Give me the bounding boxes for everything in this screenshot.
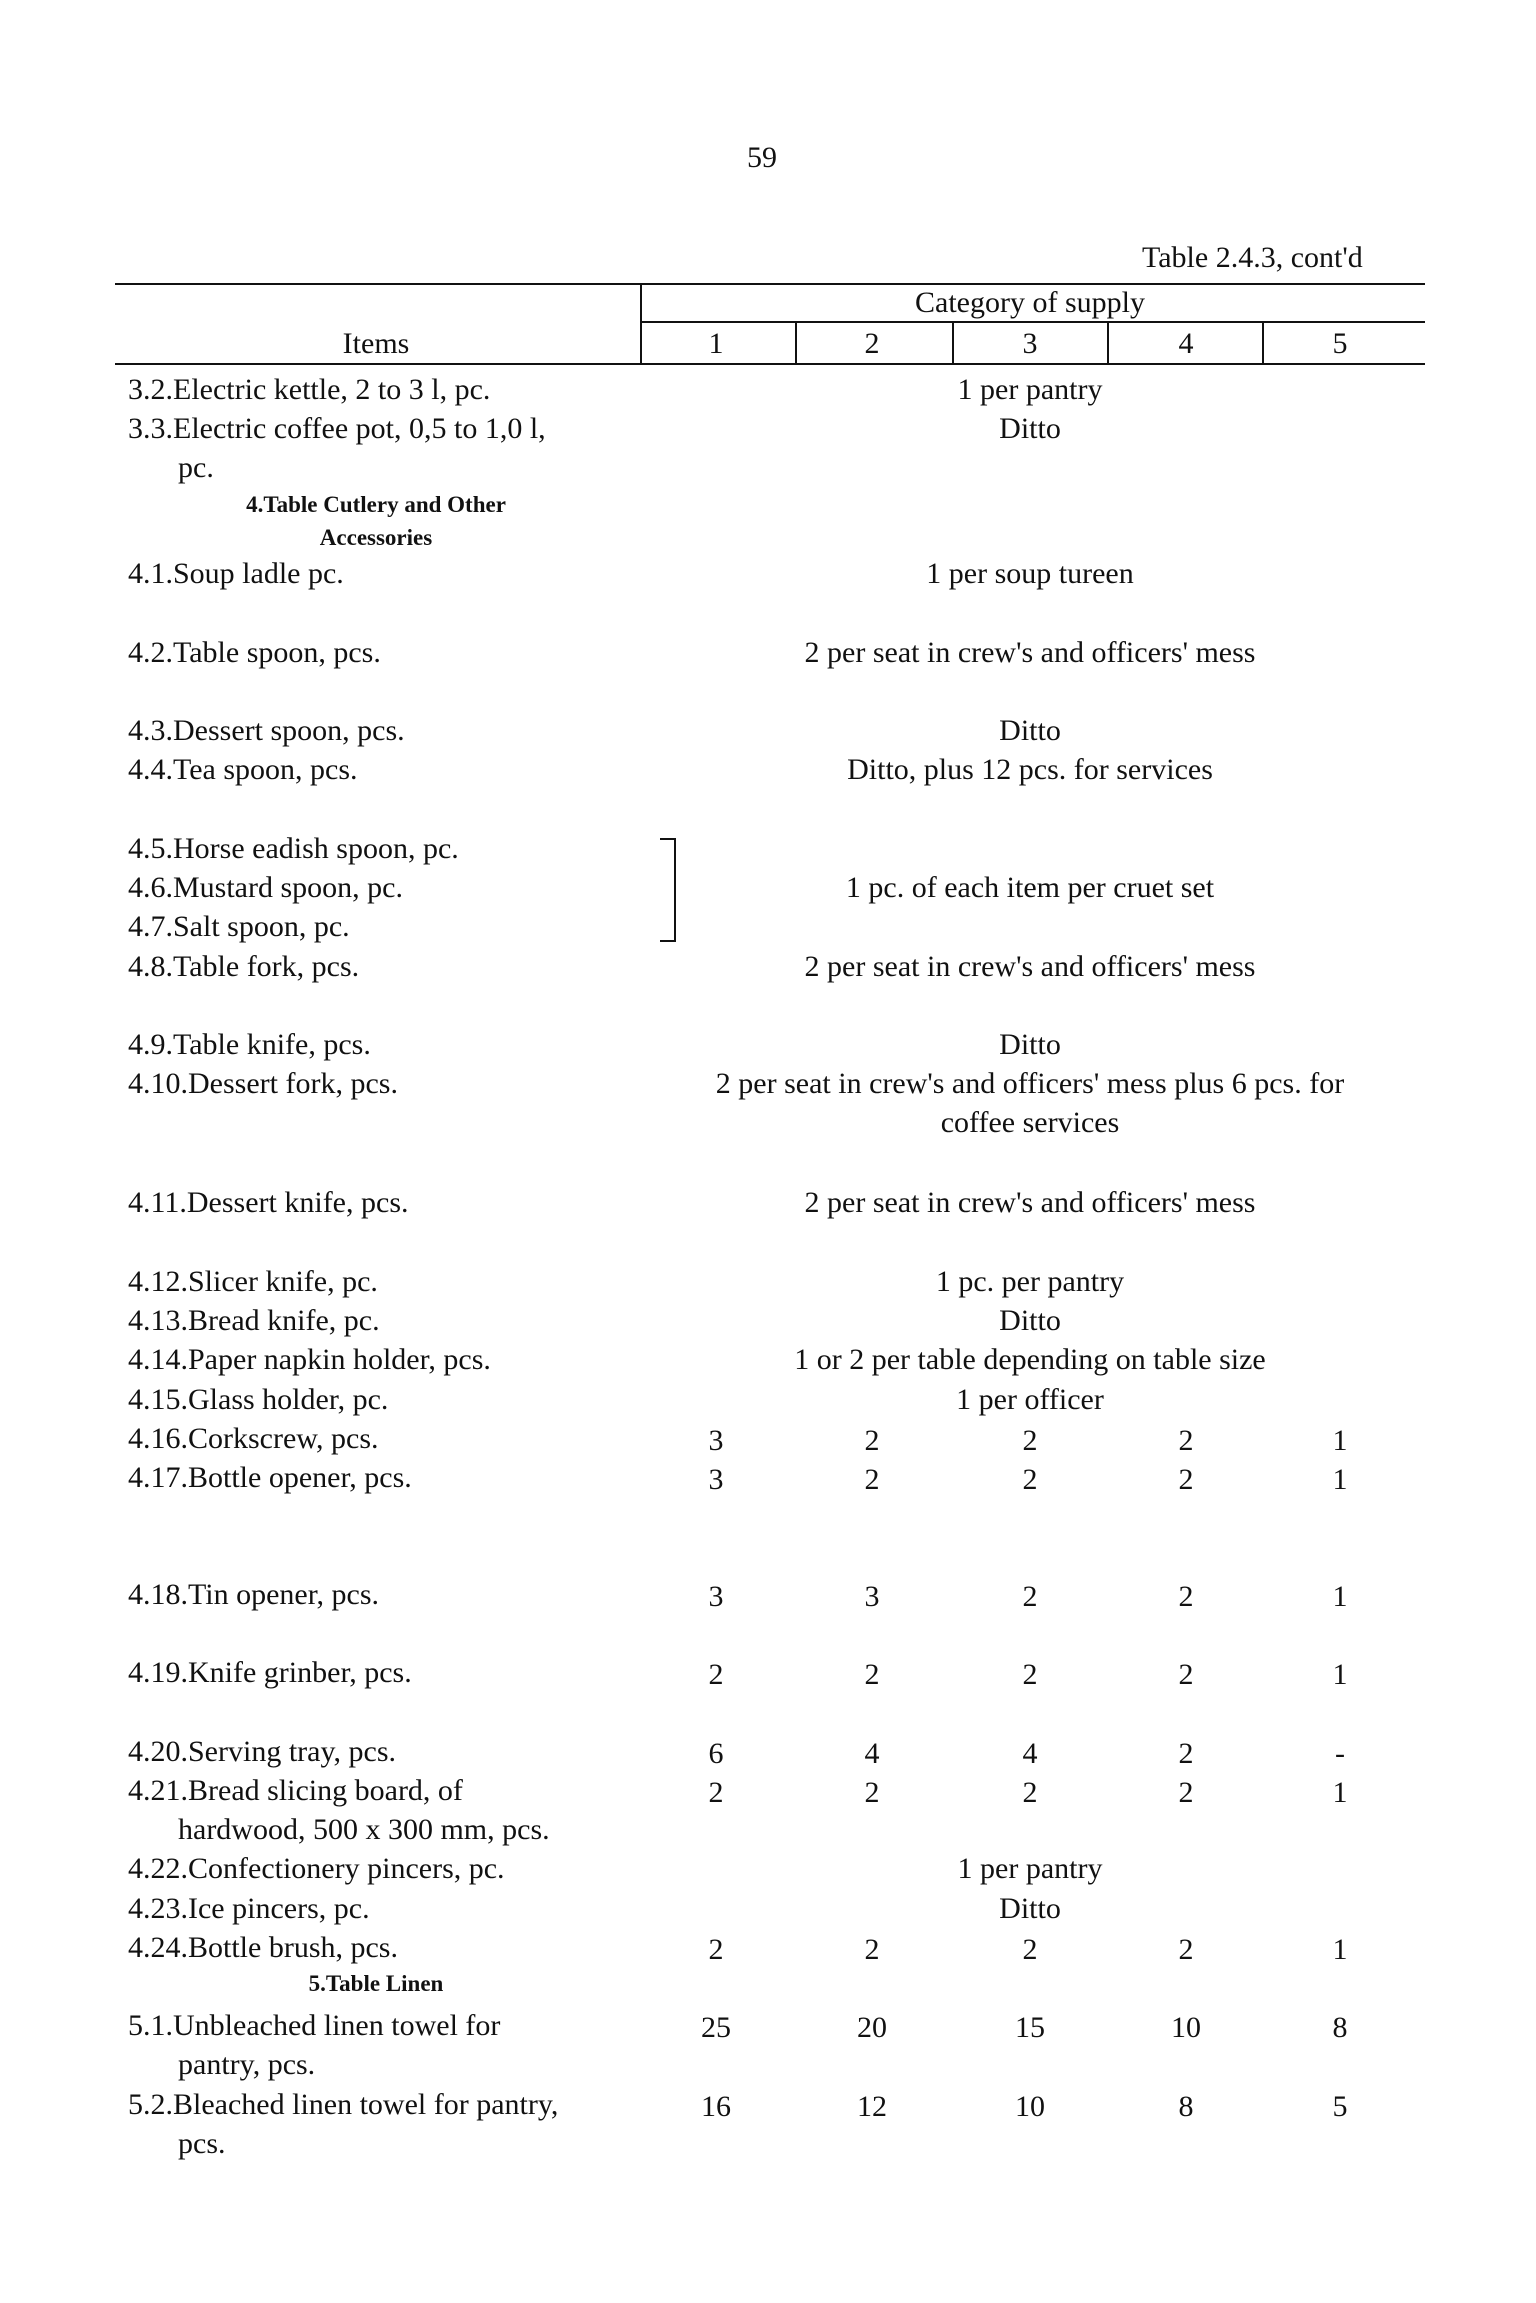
item-name: 4.18.Tin opener, pcs. (128, 1578, 380, 1611)
item-name: 4.1.Soup ladle pc. (128, 557, 344, 590)
column-divider (1262, 321, 1264, 363)
section-heading: 5.Table Linen (308, 1971, 444, 1996)
item-name: 4.12.Slicer knife, pc. (128, 1265, 378, 1298)
spanning-value-continued: coffee services (940, 1106, 1120, 1139)
category-value-cell: 10 (1015, 2090, 1045, 2123)
items-column-header: Items (342, 327, 410, 360)
page-number: 59 (747, 141, 777, 174)
category-value-cell: 2 (1022, 1776, 1038, 1809)
category-value-cell: 1 (1332, 1776, 1348, 1809)
column-divider (1107, 321, 1109, 363)
category-value-cell: 2 (1022, 1463, 1038, 1496)
spanning-value: 1 or 2 per table depending on table size (794, 1343, 1266, 1376)
item-name: 3.2.Electric kettle, 2 to 3 l, pc. (128, 373, 491, 406)
category-value-cell: 2 (708, 1658, 724, 1691)
category-value-cell: 3 (708, 1424, 724, 1457)
item-name: 4.15.Glass holder, pc. (128, 1383, 389, 1416)
spanning-value: 2 per seat in crew's and officers' mess (804, 950, 1256, 983)
category-value-cell: 1 (1332, 1580, 1348, 1613)
item-name: 4.6.Mustard spoon, pc. (128, 871, 403, 904)
category-value-cell: 2 (1178, 1933, 1194, 1966)
spanning-value: Ditto (999, 1892, 1061, 1925)
category-value-cell: 12 (857, 2090, 887, 2123)
table-top-rule (115, 283, 1425, 285)
item-name: 4.19.Knife grinber, pcs. (128, 1656, 412, 1689)
category-column-header: 1 (708, 327, 724, 360)
category-value-cell: 2 (1022, 1580, 1038, 1613)
category-column-header: 5 (1332, 327, 1348, 360)
item-name-continued: pcs. (178, 2127, 226, 2160)
category-value-cell: 2 (1022, 1658, 1038, 1691)
item-name-continued: hardwood, 500 x 300 mm, pcs. (178, 1813, 550, 1846)
header-bottom-rule (115, 363, 1425, 365)
category-value-cell: 2 (1178, 1580, 1194, 1613)
item-name: 4.13.Bread knife, pc. (128, 1304, 380, 1337)
header-divider (640, 283, 642, 363)
spanning-value: 2 per seat in crew's and officers' mess (804, 636, 1256, 669)
category-value-cell: 8 (1332, 2011, 1348, 2044)
category-value-cell: 2 (864, 1658, 880, 1691)
spanning-value: 1 per officer (956, 1383, 1104, 1416)
spanning-value: Ditto (999, 412, 1061, 445)
spanning-value: Ditto (999, 1028, 1061, 1061)
category-value-cell: 2 (708, 1933, 724, 1966)
category-value-cell: 2 (864, 1424, 880, 1457)
item-name: 4.22.Confectionery pincers, pc. (128, 1852, 505, 1885)
item-name: 4.11.Dessert knife, pcs. (128, 1186, 409, 1219)
category-value-cell: 20 (857, 2011, 887, 2044)
item-name: 4.5.Horse eadish spoon, pc. (128, 832, 459, 865)
category-value-cell: 2 (1178, 1463, 1194, 1496)
category-value-cell: 3 (708, 1463, 724, 1496)
category-value-cell: 1 (1332, 1424, 1348, 1457)
category-value-cell: 1 (1332, 1658, 1348, 1691)
item-name: 3.3.Electric coffee pot, 0,5 to 1,0 l, (128, 412, 546, 445)
spanning-value: 1 pc. of each item per cruet set (845, 871, 1215, 904)
spanning-value: 2 per seat in crew's and officers' mess (804, 1186, 1256, 1219)
category-value-cell: 3 (864, 1580, 880, 1613)
item-name: 4.24.Bottle brush, pcs. (128, 1931, 398, 1964)
category-value-cell: - (1335, 1737, 1345, 1770)
category-value-cell: 8 (1178, 2090, 1194, 2123)
category-value-cell: 10 (1171, 2011, 1201, 2044)
item-name: 4.8.Table fork, pcs. (128, 950, 360, 983)
grouping-bracket (660, 838, 676, 942)
item-name: 5.1.Unbleached linen towel for (128, 2009, 501, 2042)
category-value-cell: 4 (864, 1737, 880, 1770)
spanning-value: Ditto (999, 714, 1061, 747)
category-value-cell: 25 (701, 2011, 731, 2044)
category-rule (640, 321, 1425, 323)
section-heading: 4.Table Cutlery and Other (246, 492, 506, 517)
spanning-value: 1 pc. per pantry (935, 1265, 1125, 1298)
category-value-cell: 15 (1015, 2011, 1045, 2044)
item-name: 4.14.Paper napkin holder, pcs. (128, 1343, 491, 1376)
item-name: 5.2.Bleached linen towel for pantry, (128, 2088, 559, 2121)
category-value-cell: 1 (1332, 1933, 1348, 1966)
category-value-cell: 2 (708, 1776, 724, 1809)
item-name: 4.20.Serving tray, pcs. (128, 1735, 397, 1768)
category-value-cell: 2 (1022, 1424, 1038, 1457)
item-name-continued: pantry, pcs. (178, 2048, 316, 2081)
category-value-cell: 2 (864, 1933, 880, 1966)
item-name: 4.2.Table spoon, pcs. (128, 636, 381, 669)
item-name: 4.21.Bread slicing board, of (128, 1774, 463, 1807)
category-value-cell: 2 (864, 1776, 880, 1809)
item-name: 4.9.Table knife, pcs. (128, 1028, 371, 1061)
item-name: 4.3.Dessert spoon, pcs. (128, 714, 405, 747)
spanning-value: 1 per pantry (957, 373, 1103, 406)
category-value-cell: 3 (708, 1580, 724, 1613)
spanning-value: Ditto (999, 1304, 1061, 1337)
spanning-value: 1 per soup tureen (926, 557, 1134, 590)
table-caption: Table 2.4.3, cont'd (1142, 241, 1363, 274)
column-divider (795, 321, 797, 363)
item-name-continued: pc. (178, 451, 214, 484)
item-name: 4.23.Ice pincers, pc. (128, 1892, 370, 1925)
spanning-value: 1 per pantry (957, 1852, 1103, 1885)
item-name: 4.16.Corkscrew, pcs. (128, 1422, 379, 1455)
category-value-cell: 2 (1178, 1424, 1194, 1457)
category-value-cell: 2 (864, 1463, 880, 1496)
category-value-cell: 2 (1178, 1737, 1194, 1770)
category-value-cell: 16 (701, 2090, 731, 2123)
category-column-header: 3 (1022, 327, 1038, 360)
column-divider (952, 321, 954, 363)
item-name: 4.7.Salt spoon, pc. (128, 910, 350, 943)
item-name: 4.10.Dessert fork, pcs. (128, 1067, 398, 1100)
item-name: 4.4.Tea spoon, pcs. (128, 753, 358, 786)
section-heading-continued: Accessories (319, 525, 433, 550)
spanning-value: Ditto, plus 12 pcs. for services (847, 753, 1213, 786)
category-column-header: 4 (1178, 327, 1194, 360)
item-name: 4.17.Bottle opener, pcs. (128, 1461, 412, 1494)
category-value-cell: 4 (1022, 1737, 1038, 1770)
category-column-header: 2 (864, 327, 880, 360)
category-of-supply-header: Category of supply (915, 286, 1145, 319)
spanning-value: 2 per seat in crew's and officers' mess plus 6 pcs. for (715, 1067, 1345, 1100)
category-value-cell: 5 (1332, 2090, 1348, 2123)
category-value-cell: 2 (1022, 1933, 1038, 1966)
category-value-cell: 2 (1178, 1776, 1194, 1809)
category-value-cell: 1 (1332, 1463, 1348, 1496)
category-value-cell: 2 (1178, 1658, 1194, 1691)
category-value-cell: 6 (708, 1737, 724, 1770)
